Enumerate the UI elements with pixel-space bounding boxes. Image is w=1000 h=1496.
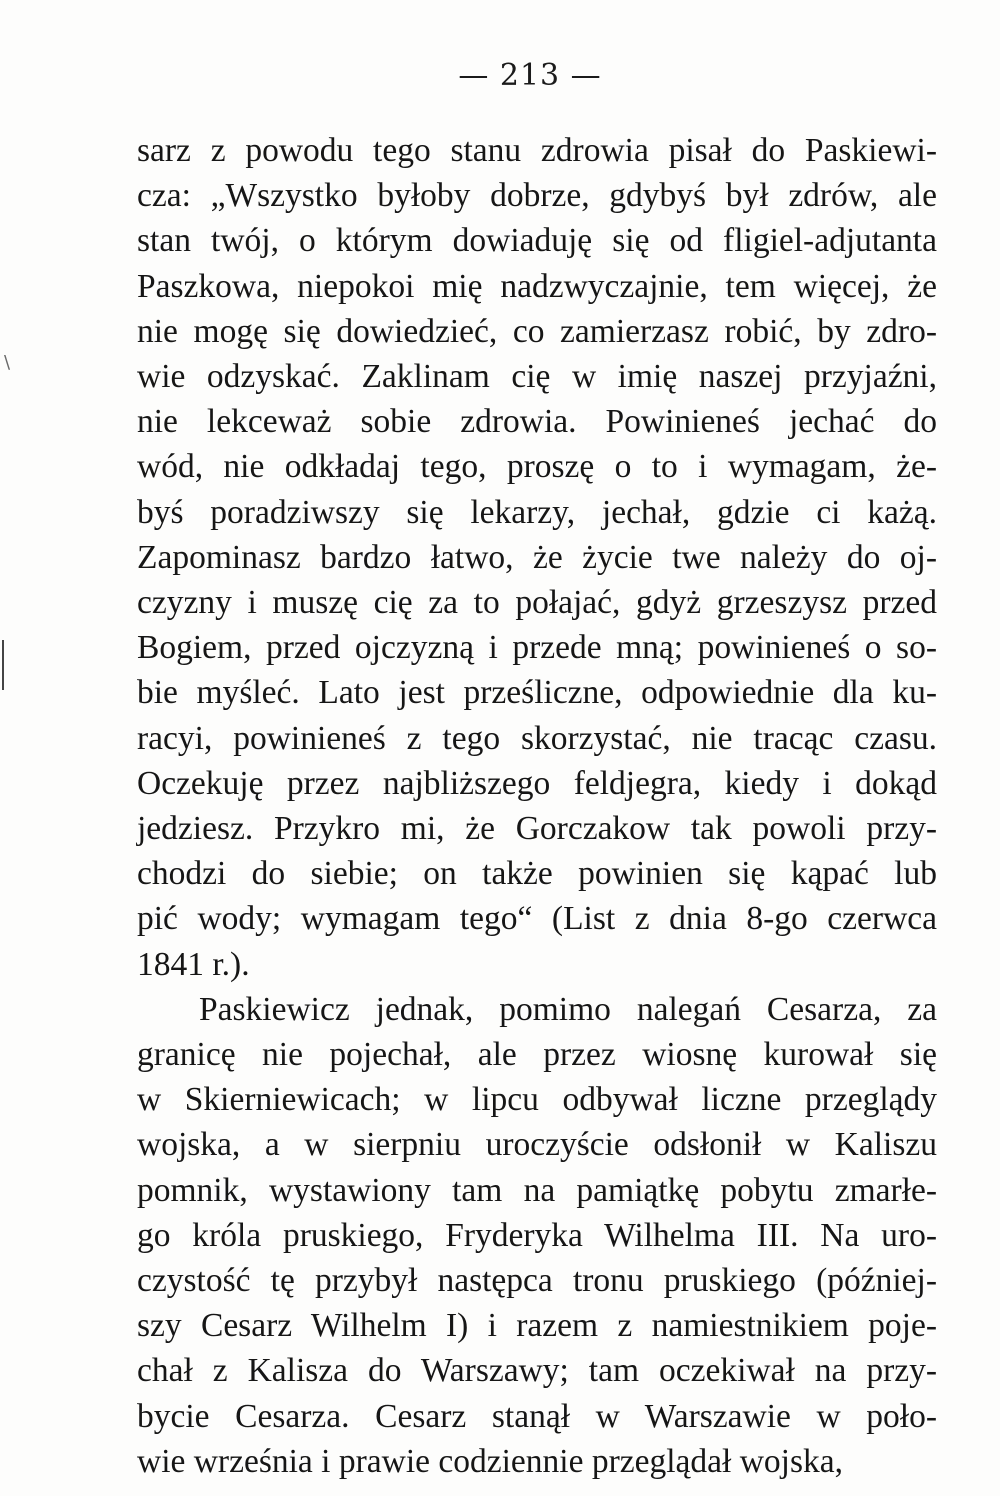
text-line: Zapominasz bardzo łatwo, że życie twe należy do oj-	[137, 538, 937, 576]
text-line: chodzi do siebie; on także powinien się kąpać lub	[137, 855, 937, 893]
text-line: czystość tę przybył następca tronu pruskiego (później-	[137, 1262, 937, 1300]
text-line: czyzny i muszę cię za to połajać, gdyż grzeszysz przed	[137, 584, 937, 622]
text-line: wojska, a w sierpniu uroczyście odsłonił w Kaliszu	[137, 1126, 937, 1164]
text-line: granicę nie pojechał, ale przez wiosnę kurował się	[137, 1036, 937, 1074]
text-line: byś poradziwszy się lekarzy, jechał, gdzie ci każą.	[137, 493, 937, 531]
text-line: 1841 r.).	[137, 945, 250, 983]
text-line: Paskiewicz jednak, pomimo nalegań Cesarza, za	[199, 990, 937, 1028]
text-line: Oczekuję przez najbliższego feldjegra, kiedy i dokąd	[137, 764, 937, 802]
page-number: — 213 —	[458, 58, 602, 93]
text-line: Paszkowa, niepokoi mię nadzwyczajnie, tem więcej, że	[137, 267, 937, 305]
page-edge-mark	[2, 640, 4, 690]
body-text	[137, 128, 937, 1484]
text-line: stan twój, o którym dowiaduję się od fligiel-adjutanta	[137, 222, 937, 260]
text-line: w Skierniewicach; w lipcu odbywał liczne przeglądy	[137, 1081, 937, 1119]
text-line: nie lekceważ sobie zdrowia. Powinieneś jechać do	[137, 403, 937, 441]
margin-speck: \	[4, 352, 11, 373]
text-line: pomnik, wystawiony tam na pamiątkę pobytu zmarłe-	[137, 1171, 937, 1209]
text-line: bie myśleć. Lato jest prześliczne, odpowiednie dla ku-	[137, 674, 937, 712]
text-line: pić wody; wymagam tego“ (List z dnia 8-go czerwca	[137, 900, 937, 938]
text-line: cza: „Wszystko byłoby dobrze, gdybyś był zdrów, ale	[137, 177, 937, 215]
text-line: jedziesz. Przykro mi, że Gorczakow tak powoli przy-	[137, 810, 937, 848]
text-line: wie września i prawie codziennie przeglądał wojska,	[137, 1442, 843, 1480]
text-line: nie mogę się dowiedzieć, co zamierzasz robić, by zdro-	[137, 312, 937, 350]
text-line: bycie Cesarza. Cesarz stanął w Warszawie w poło-	[137, 1397, 937, 1435]
paragraph	[137, 128, 937, 987]
text-line: wie odzyskać. Zaklinam cię w imię naszej przyjaźni,	[137, 358, 937, 396]
text-line: Bogiem, przed ojczyzną i przede mną; powinieneś o so-	[137, 629, 937, 667]
text-line: sarz z powodu tego stanu zdrowia pisał do Paskiewi-	[137, 132, 937, 169]
text-line: go króla pruskiego, Fryderyka Wilhelma III. Na uro-	[137, 1216, 937, 1254]
text-line: szy Cesarz Wilhelm I) i razem z namiestnikiem poje-	[137, 1307, 937, 1345]
text-line: chał z Kalisza do Warszawy; tam oczekiwał na przy-	[137, 1352, 937, 1390]
text-line: racyi, powinieneś z tego skorzystać, nie tracąc czasu.	[137, 719, 937, 757]
paragraph	[137, 987, 937, 1484]
text-line: wód, nie odkładaj tego, proszę o to i wymagam, że-	[137, 448, 937, 486]
